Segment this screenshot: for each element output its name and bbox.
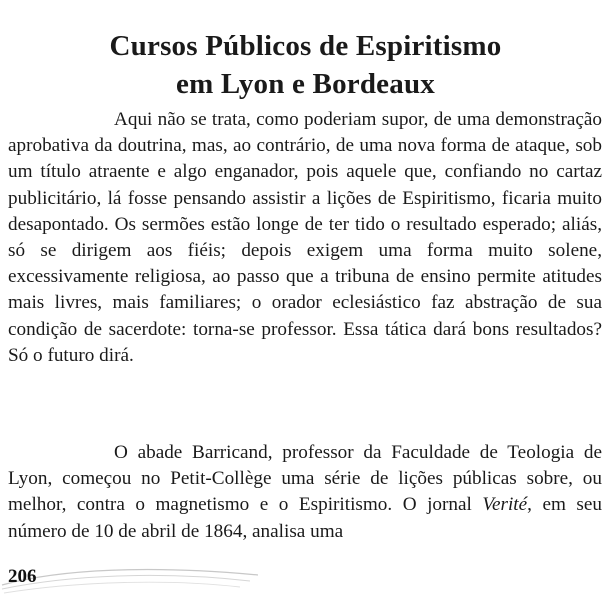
decorative-swoosh-icon	[0, 555, 260, 597]
paragraph-2	[8, 440, 602, 545]
paragraph-1: Aqui não se trata, como poderiam supor, de uma demonstração aprobativa da doutrina, mas, ao contrário, de uma nova forma de ataque, sob um título atraente e algo enganador, pois aquele que, confiando no cartaz publicitário, lá fosse pensando assistir a lições de Espiritismo, ficaria muito desapontado. Os sermões estão longe de ter tido o resultado esperado; aliás, só se dirigem aos fiéis; depois exigem uma forma muito solene, excessivamente religiosa, ao passo que a tribuna de ensino permite atitudes mais livres, mais familiares; o orador eclesiástico faz abstração de sua condição de sacerdote: torna-se professor. Essa tática dará bons resultados? Só o futuro dirá.	[8, 109, 602, 366]
page-title	[0, 27, 611, 103]
title-line-2: em Lyon e Bordeaux	[176, 68, 435, 101]
paragraph-2-text-end: , em seu número de 10 de abril de 1864, analisa uma	[8, 494, 602, 542]
title-line-1: Cursos Públicos de Espiritismo	[109, 30, 502, 63]
newspaper-name: Verité	[482, 494, 528, 516]
paragraph-2-text-start: O abade Barricand, professor da Faculdade de Teologia de Lyon, começou no Petit-Collège uma série de lições públicas sobre, ou melhor, contra o magnetismo e o Espiritismo. O jornal	[8, 442, 602, 516]
page-number: 206	[8, 566, 37, 587]
